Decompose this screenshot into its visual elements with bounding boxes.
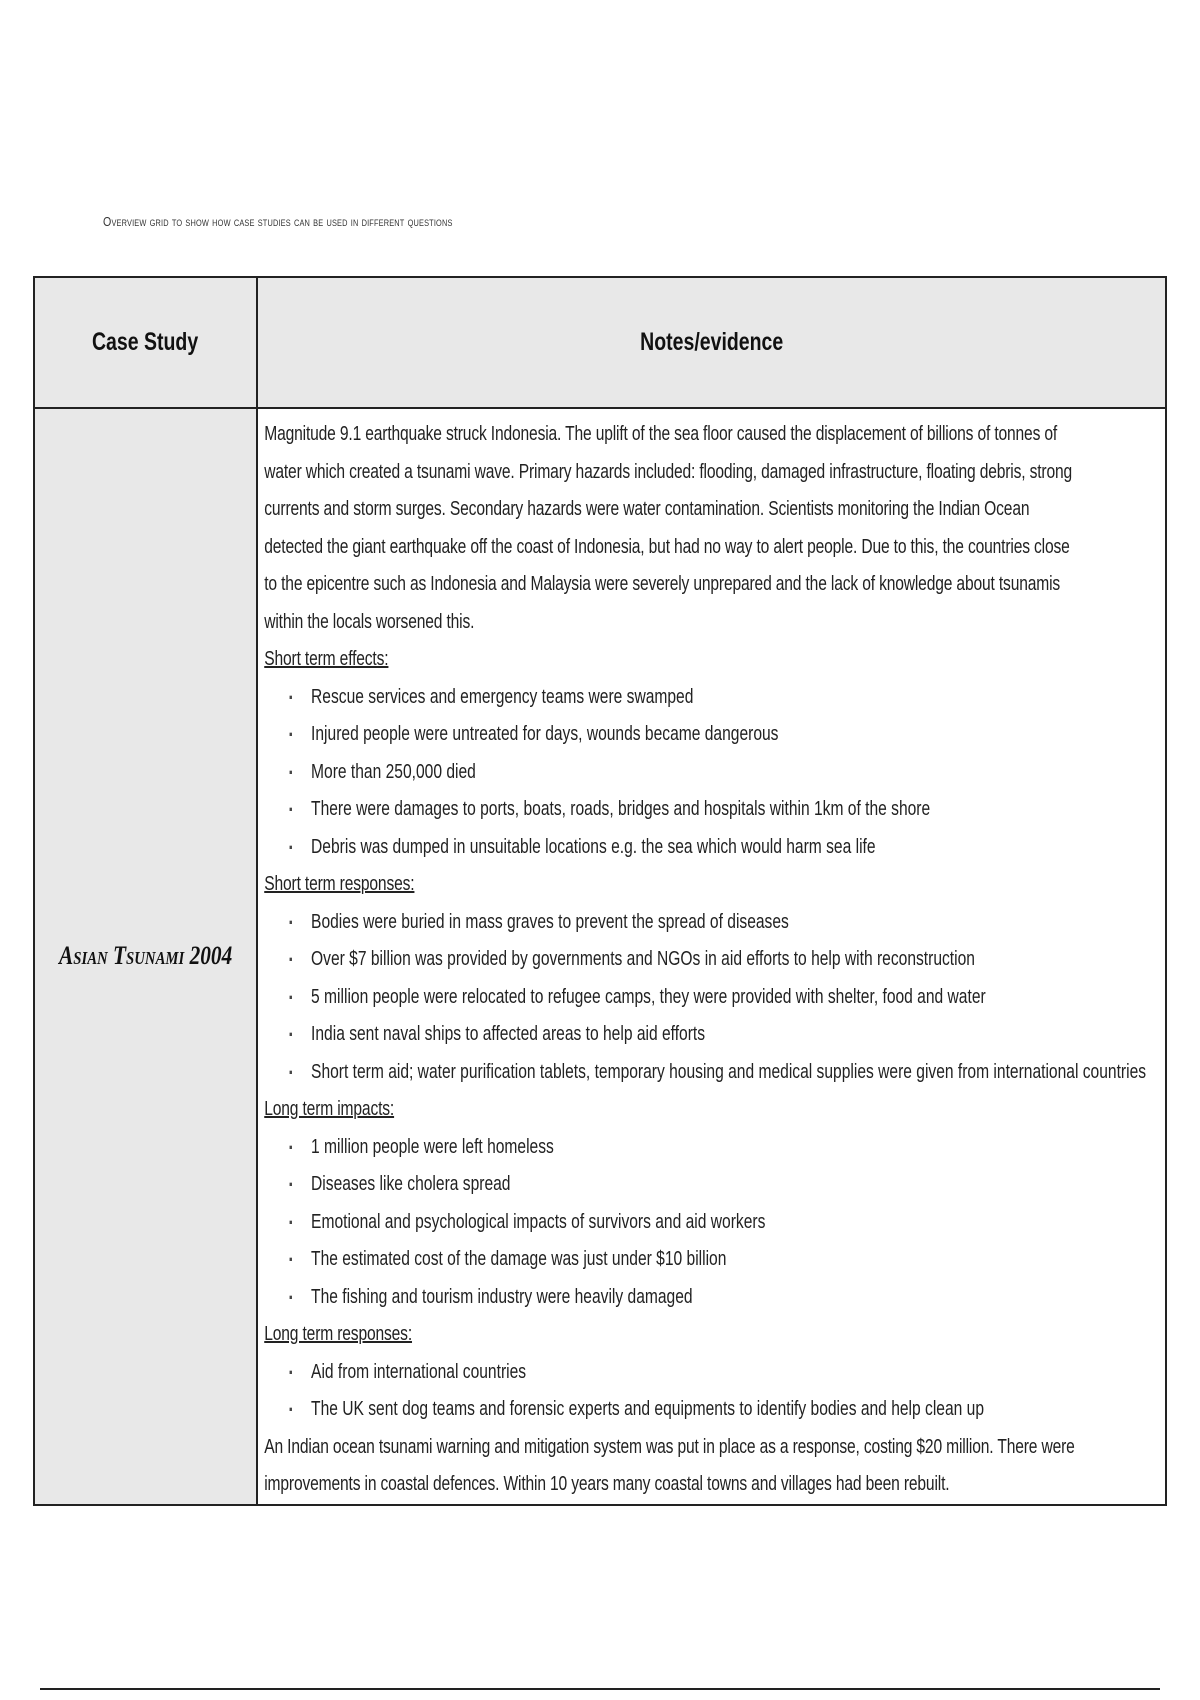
section-heading-short-term-effects: Short term effects: [264, 648, 389, 670]
case-study-table [33, 276, 1167, 1506]
list-item: · Debris was dumped in unsuitable locations e.g. the sea which would harm sea life [264, 829, 1077, 867]
long-term-impacts-list [264, 1129, 1077, 1317]
list-item: · Aid from international countries [264, 1354, 1077, 1392]
list-item: · The estimated cost of the damage was just under $10 billion [264, 1241, 1077, 1279]
notes-cell [257, 408, 1166, 1505]
header-case-study-label: Case Study [92, 328, 199, 356]
long-term-responses-list [264, 1354, 1077, 1429]
section-heading-long-term-responses: Long term responses: [264, 1323, 413, 1345]
list-item: · Emotional and psychological impacts of survivors and aid workers [264, 1204, 1077, 1242]
header-notes [257, 277, 1166, 408]
list-item: · There were damages to ports, boats, roads, bridges and hospitals within 1km of the shore [264, 791, 1077, 829]
notes-intro: Magnitude 9.1 earthquake struck Indonesia. The uplift of the sea floor caused the displacement of billions of tonnes of water which created a tsunami wave. Primary hazards included: flooding, damaged infrastructure, floating debris, strong currents and storm surges. Secondary hazards were water contamination. Scientists monitoring the Indian Ocean detected the giant earthquake off the coast of Indonesia, but had no way to alert people. Due to this, the countries close to the epicentre such as Indonesia and Malaysia were severely unprepared and the lack of knowledge about tsunamis within the locals worsened this. [264, 423, 1073, 633]
case-name: Asian Tsunami 2004 [58, 941, 233, 971]
list-item: · Bodies were buried in mass graves to prevent the spread of diseases [264, 904, 1077, 942]
case-name-cell [34, 408, 257, 1505]
short-term-responses-list [264, 904, 1147, 1092]
list-item: · 5 million people were relocated to refugee camps, they were provided with shelter, food and water [264, 979, 1077, 1017]
section-heading-short-term-responses: Short term responses: [264, 873, 415, 895]
list-item: · India sent naval ships to affected areas to help aid efforts [264, 1016, 1077, 1054]
page-subtitle: Overview grid to show how case studies can be used in different questions [103, 214, 453, 229]
table-header-row [34, 277, 1166, 408]
bottom-divider [40, 1688, 1160, 1690]
list-item: · The fishing and tourism industry were heavily damaged [264, 1279, 1077, 1317]
notes-content [258, 409, 1147, 1504]
list-item: · 1 million people were left homeless [264, 1129, 1077, 1167]
header-case-study [34, 277, 257, 408]
notes-conclusion: An Indian ocean tsunami warning and mitigation system was put in place as a response, costing $20 million. There were improvements in coastal defences. Within 10 years many coastal towns and villages had been rebuilt. [264, 1435, 1075, 1495]
list-item: · Short term aid; water purification tablets, temporary housing and medical supplies were given from international countries [264, 1054, 1077, 1092]
section-heading-long-term-impacts: Long term impacts: [264, 1098, 395, 1120]
header-notes-label: Notes/evidence [639, 328, 784, 356]
list-item: · Rescue services and emergency teams were swamped [264, 679, 1077, 717]
list-item: · Over $7 billion was provided by governments and NGOs in aid efforts to help with reconstruction [264, 941, 1077, 979]
list-item: · More than 250,000 died [264, 754, 1077, 792]
list-item: · The UK sent dog teams and forensic experts and equipments to identify bodies and help clean up [264, 1391, 1077, 1429]
table-row [34, 408, 1166, 1505]
list-item: · Diseases like cholera spread [264, 1166, 1077, 1204]
short-term-effects-list [264, 679, 1077, 867]
list-item: · Injured people were untreated for days, wounds became dangerous [264, 716, 1077, 754]
